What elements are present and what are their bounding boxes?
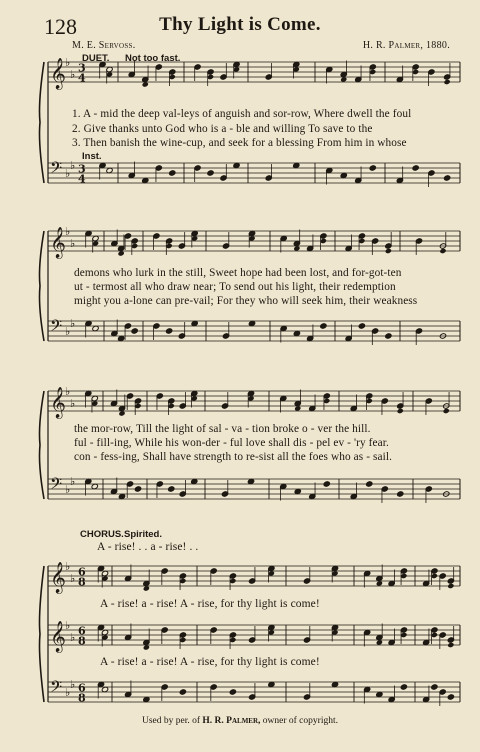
instrument-marking: Inst. [82, 151, 102, 162]
copyright-footer [0, 716, 480, 726]
note-head [397, 491, 404, 497]
note-head [447, 583, 454, 589]
flat-sign-icon: ♭ [70, 159, 76, 172]
note-head [168, 486, 175, 492]
lyric-s3-verse3: con - fess-ing, Shall have strength to re-sist all the foes who as - sail. [74, 451, 392, 463]
system-brace [40, 62, 45, 183]
time-signature: 6 [78, 565, 86, 579]
lyric-s1-verse1: 1. A - mid the deep val-leys of anguish and sor-row, Where dwell the foul [72, 108, 412, 120]
flat-sign-icon: ♭ [70, 678, 76, 691]
note-head [447, 642, 454, 648]
time-signature: 4 [78, 71, 86, 85]
chorus-lyric-bottom: A - rise! a - rise! A - rise, for thy light is come! [100, 656, 320, 668]
footer-prefix: Used by per. of [142, 716, 201, 726]
lyric-s3-verse1: the mor-row, Till the light of sal - va - tion broke o - ver the hill. [74, 423, 371, 435]
composer-credit: H. R. Palmer, 1880. [362, 40, 450, 51]
note-head [369, 165, 376, 171]
treble-clef-icon: 𝄞 [50, 227, 66, 258]
flat-sign-icon: ♭ [65, 56, 71, 69]
flat-sign-icon: ♭ [65, 167, 71, 180]
footer-owner: H. R. Palmer, [202, 716, 261, 726]
lyric-s2-verse1: demons who lurk in the still, Sweet hope had been lost, and for-got-ten [74, 267, 402, 279]
treble-clef-icon: 𝄞 [50, 387, 66, 418]
time-signature: 6 [78, 681, 86, 695]
chorus-lyric-middle: A - rise! a - rise! A - rise, for thy light is come! [100, 598, 320, 610]
note-head [385, 333, 392, 339]
flat-sign-icon: ♭ [70, 397, 76, 410]
lyric-s3-verse2: ful - fill-ing, While his won-der - ful love shall dis - pel ev - 'ry fear. [74, 437, 389, 449]
footer-suffix: owner of copyright. [262, 716, 338, 726]
flat-sign-icon: ♭ [65, 385, 71, 398]
duet-marking: DUET. [82, 53, 110, 64]
chorus-tempo-marking: Spirited. [124, 529, 163, 540]
treble-clef-icon: 𝄞 [50, 58, 66, 89]
note-head [131, 328, 138, 334]
note-head [229, 689, 236, 695]
chorus-lyric-top: A - rise! . . a - rise! . . [97, 541, 199, 553]
flat-sign-icon: ♭ [70, 475, 76, 488]
treble-clef-icon: 𝄞 [50, 562, 66, 593]
tempo-marking: Not too fast. [125, 53, 181, 64]
time-signature: 3 [78, 162, 86, 176]
flat-sign-icon: ♭ [70, 237, 76, 250]
bass-clef-icon: 𝄢 [50, 475, 63, 497]
flat-sign-icon: ♭ [65, 686, 71, 699]
note-head [166, 328, 173, 334]
note-head [358, 323, 365, 329]
time-signature: 4 [78, 172, 86, 186]
note-head [169, 170, 176, 176]
time-signature: 8 [78, 691, 86, 705]
page-number: 128 [44, 14, 77, 39]
time-signature: 8 [78, 634, 86, 648]
system-brace [40, 391, 45, 499]
flat-sign-icon: ♭ [65, 560, 71, 573]
lyricist-credit: M. E. Servoss. [72, 40, 136, 51]
bass-clef-icon: 𝄢 [50, 159, 63, 181]
note-head [431, 684, 438, 690]
note-head [385, 248, 392, 254]
note-head [320, 323, 327, 329]
lyric-s1-verse3: 3. Then banish the wine-cup, and seek for a blessing From him in whose [72, 137, 407, 149]
note-head [323, 481, 330, 487]
treble-clef-icon: 𝄞 [50, 621, 66, 652]
lyric-s1-verse2: 2. Give thanks unto God who is a - ble and willing To save to the [72, 123, 373, 135]
note-head [179, 689, 186, 695]
flat-sign-icon: ♭ [70, 68, 76, 81]
note-head [412, 165, 419, 171]
lyric-s2-verse2: ut - termost all who draw near; To send out his light, their redemption [74, 281, 396, 293]
time-signature: 3 [78, 61, 86, 75]
flat-sign-icon: ♭ [70, 631, 76, 644]
note-head [444, 175, 451, 181]
note-head [444, 79, 451, 85]
flat-sign-icon: ♭ [65, 325, 71, 338]
flat-sign-icon: ♭ [70, 572, 76, 585]
time-signature: 8 [78, 575, 86, 589]
note-head [207, 170, 214, 176]
system-brace [40, 231, 45, 341]
time-signature: 6 [78, 624, 86, 638]
note-head [400, 684, 407, 690]
note-head [366, 481, 373, 487]
bass-clef-icon: 𝄢 [50, 678, 63, 700]
lyric-s2-verse3: might you a-lone can pre-vail; For they who will seek him, their weakness [74, 295, 418, 307]
flat-sign-icon: ♭ [70, 317, 76, 330]
note-head [134, 486, 141, 492]
note-head [439, 248, 446, 254]
bass-clef-icon: 𝄢 [50, 317, 63, 339]
chorus-marking: CHORUS. [80, 529, 124, 540]
system-brace [40, 566, 45, 702]
note-head [397, 408, 404, 414]
flat-sign-icon: ♭ [65, 225, 71, 238]
flat-sign-icon: ♭ [65, 483, 71, 496]
note-head [443, 408, 450, 414]
flat-sign-icon: ♭ [65, 619, 71, 632]
song-title: Thy Light is Come. [159, 14, 321, 35]
note-head [447, 694, 454, 700]
